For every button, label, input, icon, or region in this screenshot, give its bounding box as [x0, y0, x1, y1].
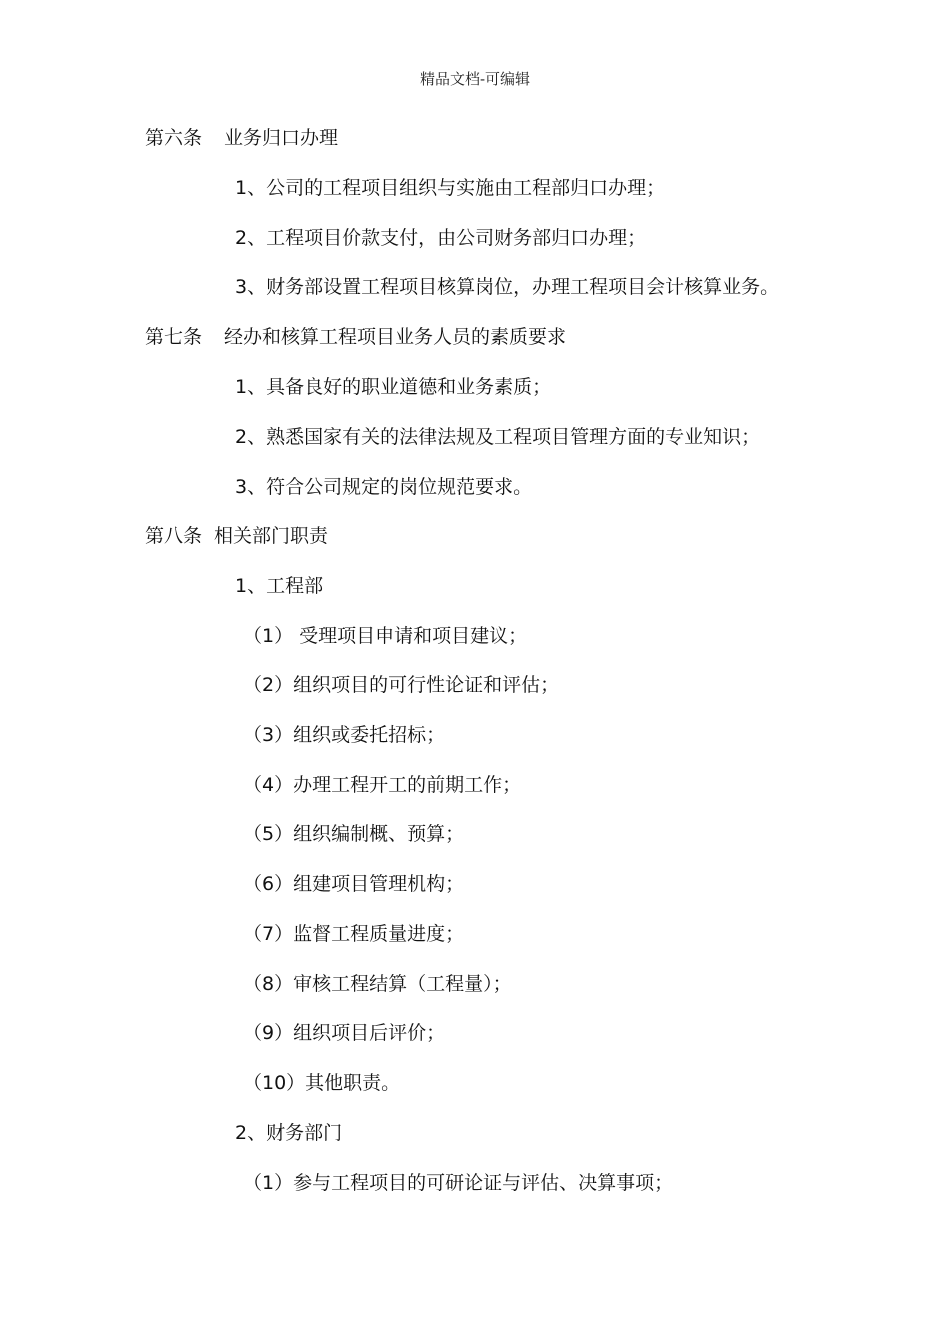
engineering-duty-6: （6）组建项目管理机构； [243, 873, 465, 895]
article-7-item-3: 3、符合公司规定的岗位规范要求。 [235, 476, 533, 498]
page-header: 精品文档-可编辑 [419, 70, 531, 88]
section-engineering-title: 1、工程部 [235, 575, 324, 597]
article-8-title: 相关部门职责 [214, 525, 329, 547]
engineering-duty-4: （4）办理工程开工的前期工作； [243, 774, 522, 796]
section-finance-title: 2、财务部门 [235, 1122, 343, 1144]
article-6-title: 业务归口办理 [224, 127, 339, 149]
engineering-duty-1: （1） 受理项目申请和项目建议； [243, 625, 528, 647]
article-6-number: 第六条 [145, 127, 203, 149]
article-6-heading [145, 125, 338, 151]
article-6-item-2: 2、工程项目价款支付，由公司财务部归口办理； [235, 227, 647, 249]
article-8-number: 第八条 [145, 525, 203, 547]
article-6-item-1: 1、公司的工程项目组织与实施由工程部归口办理； [235, 177, 666, 199]
article-8-heading [145, 523, 328, 549]
article-7-heading [145, 324, 566, 350]
engineering-duty-9: （9）组织项目后评价； [243, 1022, 446, 1044]
article-6-item-3: 3、财务部设置工程项目核算岗位，办理工程项目会计核算业务。 [235, 276, 780, 298]
engineering-duty-8: （8）审核工程结算（工程量）； [243, 973, 512, 995]
article-7-number: 第七条 [145, 326, 203, 348]
article-7-item-1: 1、具备良好的职业道德和业务素质； [235, 376, 552, 398]
article-7-title: 经办和核算工程项目业务人员的素质要求 [224, 326, 567, 348]
engineering-duty-2: （2）组织项目的可行性论证和评估； [243, 674, 560, 696]
engineering-duty-7: （7）监督工程质量进度； [243, 923, 465, 945]
finance-duty-1: （1）参与工程项目的可研论证与评估、决算事项； [243, 1172, 674, 1194]
engineering-duty-3: （3）组织或委托招标； [243, 724, 446, 746]
article-7-item-2: 2、熟悉国家有关的法律法规及工程项目管理方面的专业知识； [235, 426, 761, 448]
engineering-duty-10: （10）其他职责。 [243, 1072, 401, 1094]
engineering-duty-5: （5）组织编制概、预算； [243, 823, 465, 845]
